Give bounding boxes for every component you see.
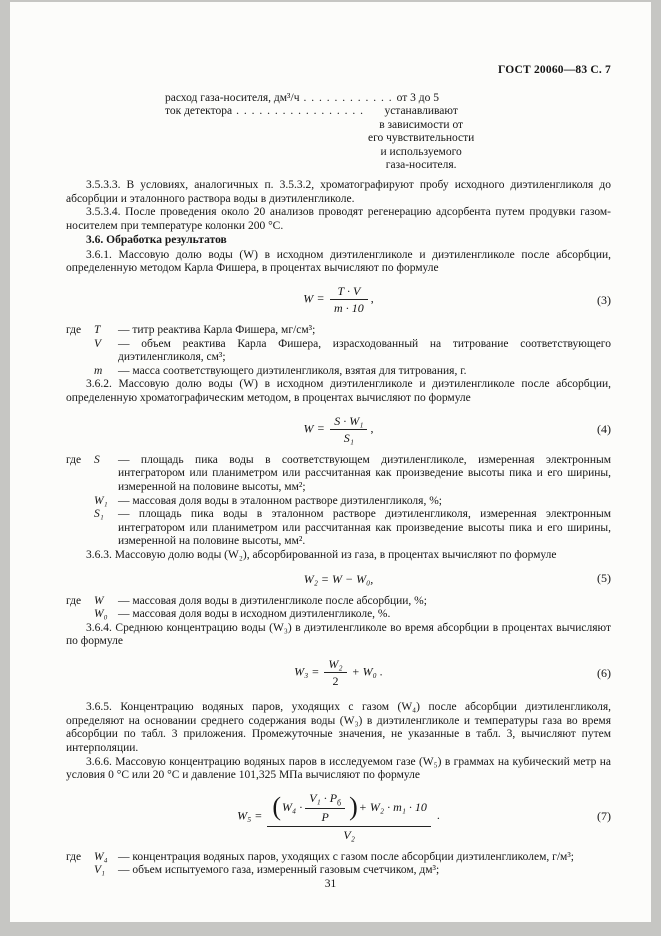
formula-5-body: W₂ = W − W₀, bbox=[303, 571, 374, 586]
fraction bbox=[330, 414, 367, 445]
formula-lhs: W bbox=[303, 420, 314, 435]
formula-lhs: W₅ = bbox=[237, 807, 263, 822]
paragraph-3-5-3-3: 3.5.3.3. В условиях, аналогичных п. 3.5.3.2, хроматографируют пробу исходного диэтиленгликоля до абсорбции и эталонного раствора воды в диэтиленгликоле. bbox=[66, 178, 611, 205]
where-definition: — массовая доля воды в эталонном растворе диэтиленгликоля, %; bbox=[118, 494, 442, 507]
where-definition: — объем реактива Карла Фишера, израсходованный на титрование соответствующего диэтиленгликоля, см³; bbox=[118, 337, 611, 364]
spec-value-line: в зависимости от bbox=[379, 118, 464, 131]
spec-value-line: и используемого bbox=[380, 145, 462, 158]
inner-numerator-text: V₁ · P bbox=[309, 790, 338, 805]
spec-value-line: его чувствительности bbox=[367, 132, 475, 145]
spec-row-gas-flow bbox=[165, 92, 517, 106]
where-definition: — массовая доля воды в исходном диэтиленгликоле, %. bbox=[118, 608, 391, 621]
spec-label: ток детектора bbox=[165, 105, 233, 118]
paragraph-3-6-6: 3.6.6. Массовую концентрацию водяных паров в исследуемом газе (W₅) в граммах на кубический метр на условия 0 °С или 20 °С и давление 101,325 МПа вычисляют по формуле bbox=[66, 755, 611, 782]
inner-numerator bbox=[305, 791, 345, 810]
formula-lhs: W bbox=[303, 291, 314, 306]
where-term: m bbox=[94, 364, 103, 377]
where-definition: — площадь пика воды в эталонном растворе диэтиленгликоля, измеренная электронным интегратором или планиметром или рассчитанная как произведение высоты пика и его ширины, измеренной на половине высоты, мм². bbox=[118, 508, 611, 548]
pressure-subscript: б bbox=[337, 798, 342, 808]
spec-value-line: газа-носителя. bbox=[385, 159, 457, 172]
formula-trailing-punct: . bbox=[436, 807, 440, 822]
where-item bbox=[66, 595, 611, 609]
outer-fraction bbox=[267, 791, 431, 842]
dot-leader: . . . . . . . . . . . . . . . . . bbox=[236, 105, 364, 118]
where-term: W₄ bbox=[94, 850, 108, 863]
equals-sign: = bbox=[317, 291, 325, 306]
paragraph-3-6-1: 3.6.1. Массовую долю воды (W) в исходном диэтиленгликоле и диэтиленгликоле после абсорбции, определенную методом Карла Фишера, в процентах вычисляют по формуле bbox=[66, 248, 611, 275]
formula-3 bbox=[66, 284, 611, 315]
where-definition: — концентрация водяных паров, уходящих с газом после абсорбции диэтиленгликолем, г/м³; bbox=[118, 850, 574, 863]
formula-6 bbox=[66, 657, 611, 688]
where-item bbox=[66, 495, 611, 509]
open-paren: ( bbox=[272, 792, 282, 822]
inner-fraction bbox=[305, 791, 345, 825]
formula-rhs: + W₀ . bbox=[351, 664, 383, 679]
where-term: V₁ bbox=[94, 864, 106, 877]
where-lead: где bbox=[66, 453, 82, 466]
formula-trailing-punct: , bbox=[370, 291, 374, 306]
dot-leader: . . . . . . . . . . . . bbox=[303, 91, 393, 104]
where-definition: — площадь пика воды в соответствующем диэтиленгликоле, измеренная электронным интегратором или планиметром или рассчитанная как произведение высоты пика и его ширины, измеренной на половине высоты, мм²; bbox=[118, 453, 611, 493]
where-lead: где bbox=[66, 594, 82, 607]
formula-number: (4) bbox=[597, 422, 611, 437]
where-term: W bbox=[94, 594, 104, 607]
inner-denominator: P bbox=[321, 810, 329, 825]
formula-5 bbox=[66, 570, 611, 585]
paragraph-3-6-3: 3.6.3. Массовую долю воды (W₂), абсорбированной из газа, в процентах вычисляют по формуле bbox=[86, 548, 557, 561]
outer-numerator bbox=[267, 791, 431, 827]
fraction-denominator: m · 10 bbox=[334, 301, 364, 316]
fraction bbox=[324, 657, 346, 688]
formula-number: (5) bbox=[597, 570, 611, 585]
spec-row-detector-current bbox=[165, 105, 517, 173]
paragraph-3-6-2: 3.6.2. Массовую долю воды (W) в исходном диэтиленгликоле и диэтиленгликоле после абсорбции, определенную хроматографическим методом, в процентах вычисляют по формуле bbox=[66, 378, 611, 404]
page-number: 31 bbox=[324, 878, 337, 890]
fraction-denominator: 2 bbox=[332, 674, 339, 689]
fraction-numerator: S · W₁ bbox=[330, 414, 367, 430]
paragraph-3-6-4: 3.6.4. Среднюю концентрацию воды (W₃) в диэтиленгликоле во время абсорбции в процентах вычисляют по формуле bbox=[66, 621, 611, 648]
page-content bbox=[66, 2, 611, 878]
formula-6-body bbox=[294, 657, 383, 688]
where-lead: где bbox=[66, 324, 82, 337]
plus-term: + W₂ · m₁ · 10 bbox=[358, 799, 427, 814]
document-reference: ГОСТ 20060—83 С. 7 bbox=[498, 64, 611, 76]
close-paren: ) bbox=[349, 792, 358, 822]
where-item bbox=[66, 608, 611, 622]
formula-number: (6) bbox=[597, 665, 611, 680]
formula-3-body bbox=[303, 284, 373, 315]
where-term: V bbox=[94, 337, 102, 350]
where-item bbox=[66, 508, 611, 549]
fraction-denominator: S₁ bbox=[343, 430, 354, 445]
formula-number: (7) bbox=[597, 809, 611, 824]
section-heading-3-6: 3.6. Обработка результатов bbox=[86, 234, 227, 247]
where-item bbox=[66, 324, 611, 338]
fraction-numerator: W₂ bbox=[324, 657, 346, 673]
spec-value: от 3 до 5 bbox=[396, 91, 439, 104]
where-term: W₁ bbox=[94, 494, 108, 507]
where-item bbox=[66, 851, 611, 865]
where-item bbox=[66, 365, 611, 379]
fraction bbox=[330, 284, 368, 315]
document-page bbox=[10, 2, 651, 922]
formula-7 bbox=[66, 791, 611, 842]
where-item bbox=[66, 338, 611, 365]
where-term: W₀ bbox=[94, 608, 108, 621]
where-definition: — массовая доля воды в диэтиленгликоле после абсорбции, %; bbox=[118, 594, 427, 607]
formula-4-body bbox=[304, 414, 374, 445]
paragraph-3-6-5: 3.6.5. Концентрацию водяных паров, уходящих с газом (W₄) после абсорбции диэтиленгликоля, определяют на основании среднего содержания воды (W₃) в диэтиленгликоле и температуры газа во время абсорбции по табл. 3 приложения. Промежуточные значения, не указанные в табл. 3, вычисляют путем интерполяции. bbox=[66, 701, 611, 754]
where-definition: — масса соответствующего диэтиленгликоля, взятая для титрования, г. bbox=[118, 364, 467, 377]
outer-denominator: V₂ bbox=[343, 827, 355, 842]
formula-lhs: W₃ = bbox=[294, 664, 320, 679]
spec-label: расход газа-носителя, дм³/ч bbox=[165, 91, 300, 104]
equals-sign: = bbox=[317, 420, 325, 435]
where-term: T bbox=[94, 324, 101, 337]
formula-trailing-punct: , bbox=[370, 420, 374, 435]
where-definition: — объем испытуемого газа, измеренный газовым счетчиком, дм³; bbox=[118, 864, 440, 877]
formula-4 bbox=[66, 414, 611, 445]
formula-7-body bbox=[237, 791, 440, 842]
w4-term: W₄ · bbox=[282, 799, 303, 814]
spec-value-line: устанавливают bbox=[384, 105, 458, 118]
paragraph-3-5-3-4: 3.5.3.4. После проведения около 20 анализов проводят регенерацию адсорбента путем продувки газом-носителем при температуре колонки 200 °С. bbox=[66, 206, 611, 232]
spec-leader-list bbox=[165, 92, 517, 173]
where-item bbox=[66, 864, 611, 878]
where-term: S₁ bbox=[94, 508, 104, 521]
where-term: S bbox=[94, 453, 100, 466]
spec-value-multiline bbox=[368, 105, 474, 173]
formula-number: (3) bbox=[597, 292, 611, 307]
fraction-numerator: T · V bbox=[330, 284, 368, 300]
where-item bbox=[66, 454, 611, 495]
where-definition: — титр реактива Карла Фишера, мг/см³; bbox=[118, 324, 316, 337]
where-lead: где bbox=[66, 850, 82, 863]
